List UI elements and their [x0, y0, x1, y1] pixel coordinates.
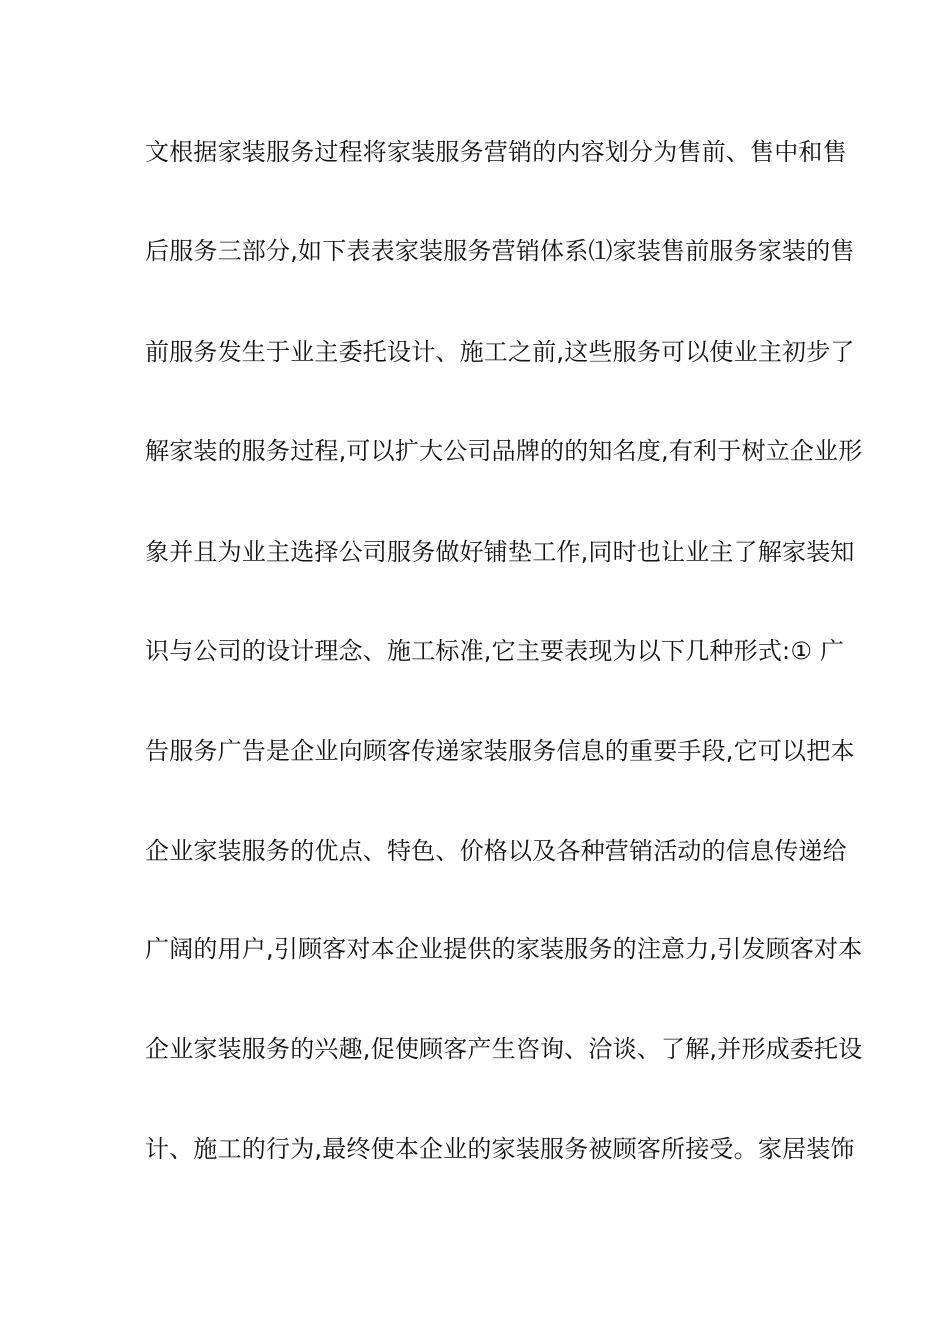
body-text-line: 解家装的服务过程,可以扩大公司品牌的的知名度,有利于树立企业形 [145, 437, 863, 465]
body-text-line: 企业家装服务的兴趣,促使顾客产生咨询、洽谈、了解,并形成委托设 [145, 1035, 863, 1063]
body-text-line: 文根据家装服务过程将家装服务营销的内容划分为售前、售中和售 [145, 138, 847, 166]
body-text-line: 象并且为业主选择公司服务做好铺垫工作,同时也让业主了解家装知 [145, 538, 855, 566]
body-text-line: 企业家装服务的优点、特色、价格以及各种营销活动的信息传递给 [145, 837, 847, 865]
body-text-line: 识与公司的设计理念、施工标准,它主要表现为以下几种形式:① 广 [145, 637, 845, 665]
body-text-line: 后服务三部分,如下表表家装服务营销体系⑴家装售前服务家装的售 [145, 237, 855, 265]
body-text-line: 前服务发生于业主委托设计、施工之前,这些服务可以使业主初步了 [145, 338, 855, 366]
body-text-line: 广阔的用户,引顾客对本企业提供的家装服务的注意力,引发顾客对本 [145, 935, 863, 963]
body-text-line: 计、施工的行为,最终使本企业的家装服务被顾客所接受。家居装饰 [145, 1135, 855, 1163]
body-text-line: 告服务广告是企业向顾客传递家装服务信息的重要手段,它可以把本 [145, 737, 855, 765]
